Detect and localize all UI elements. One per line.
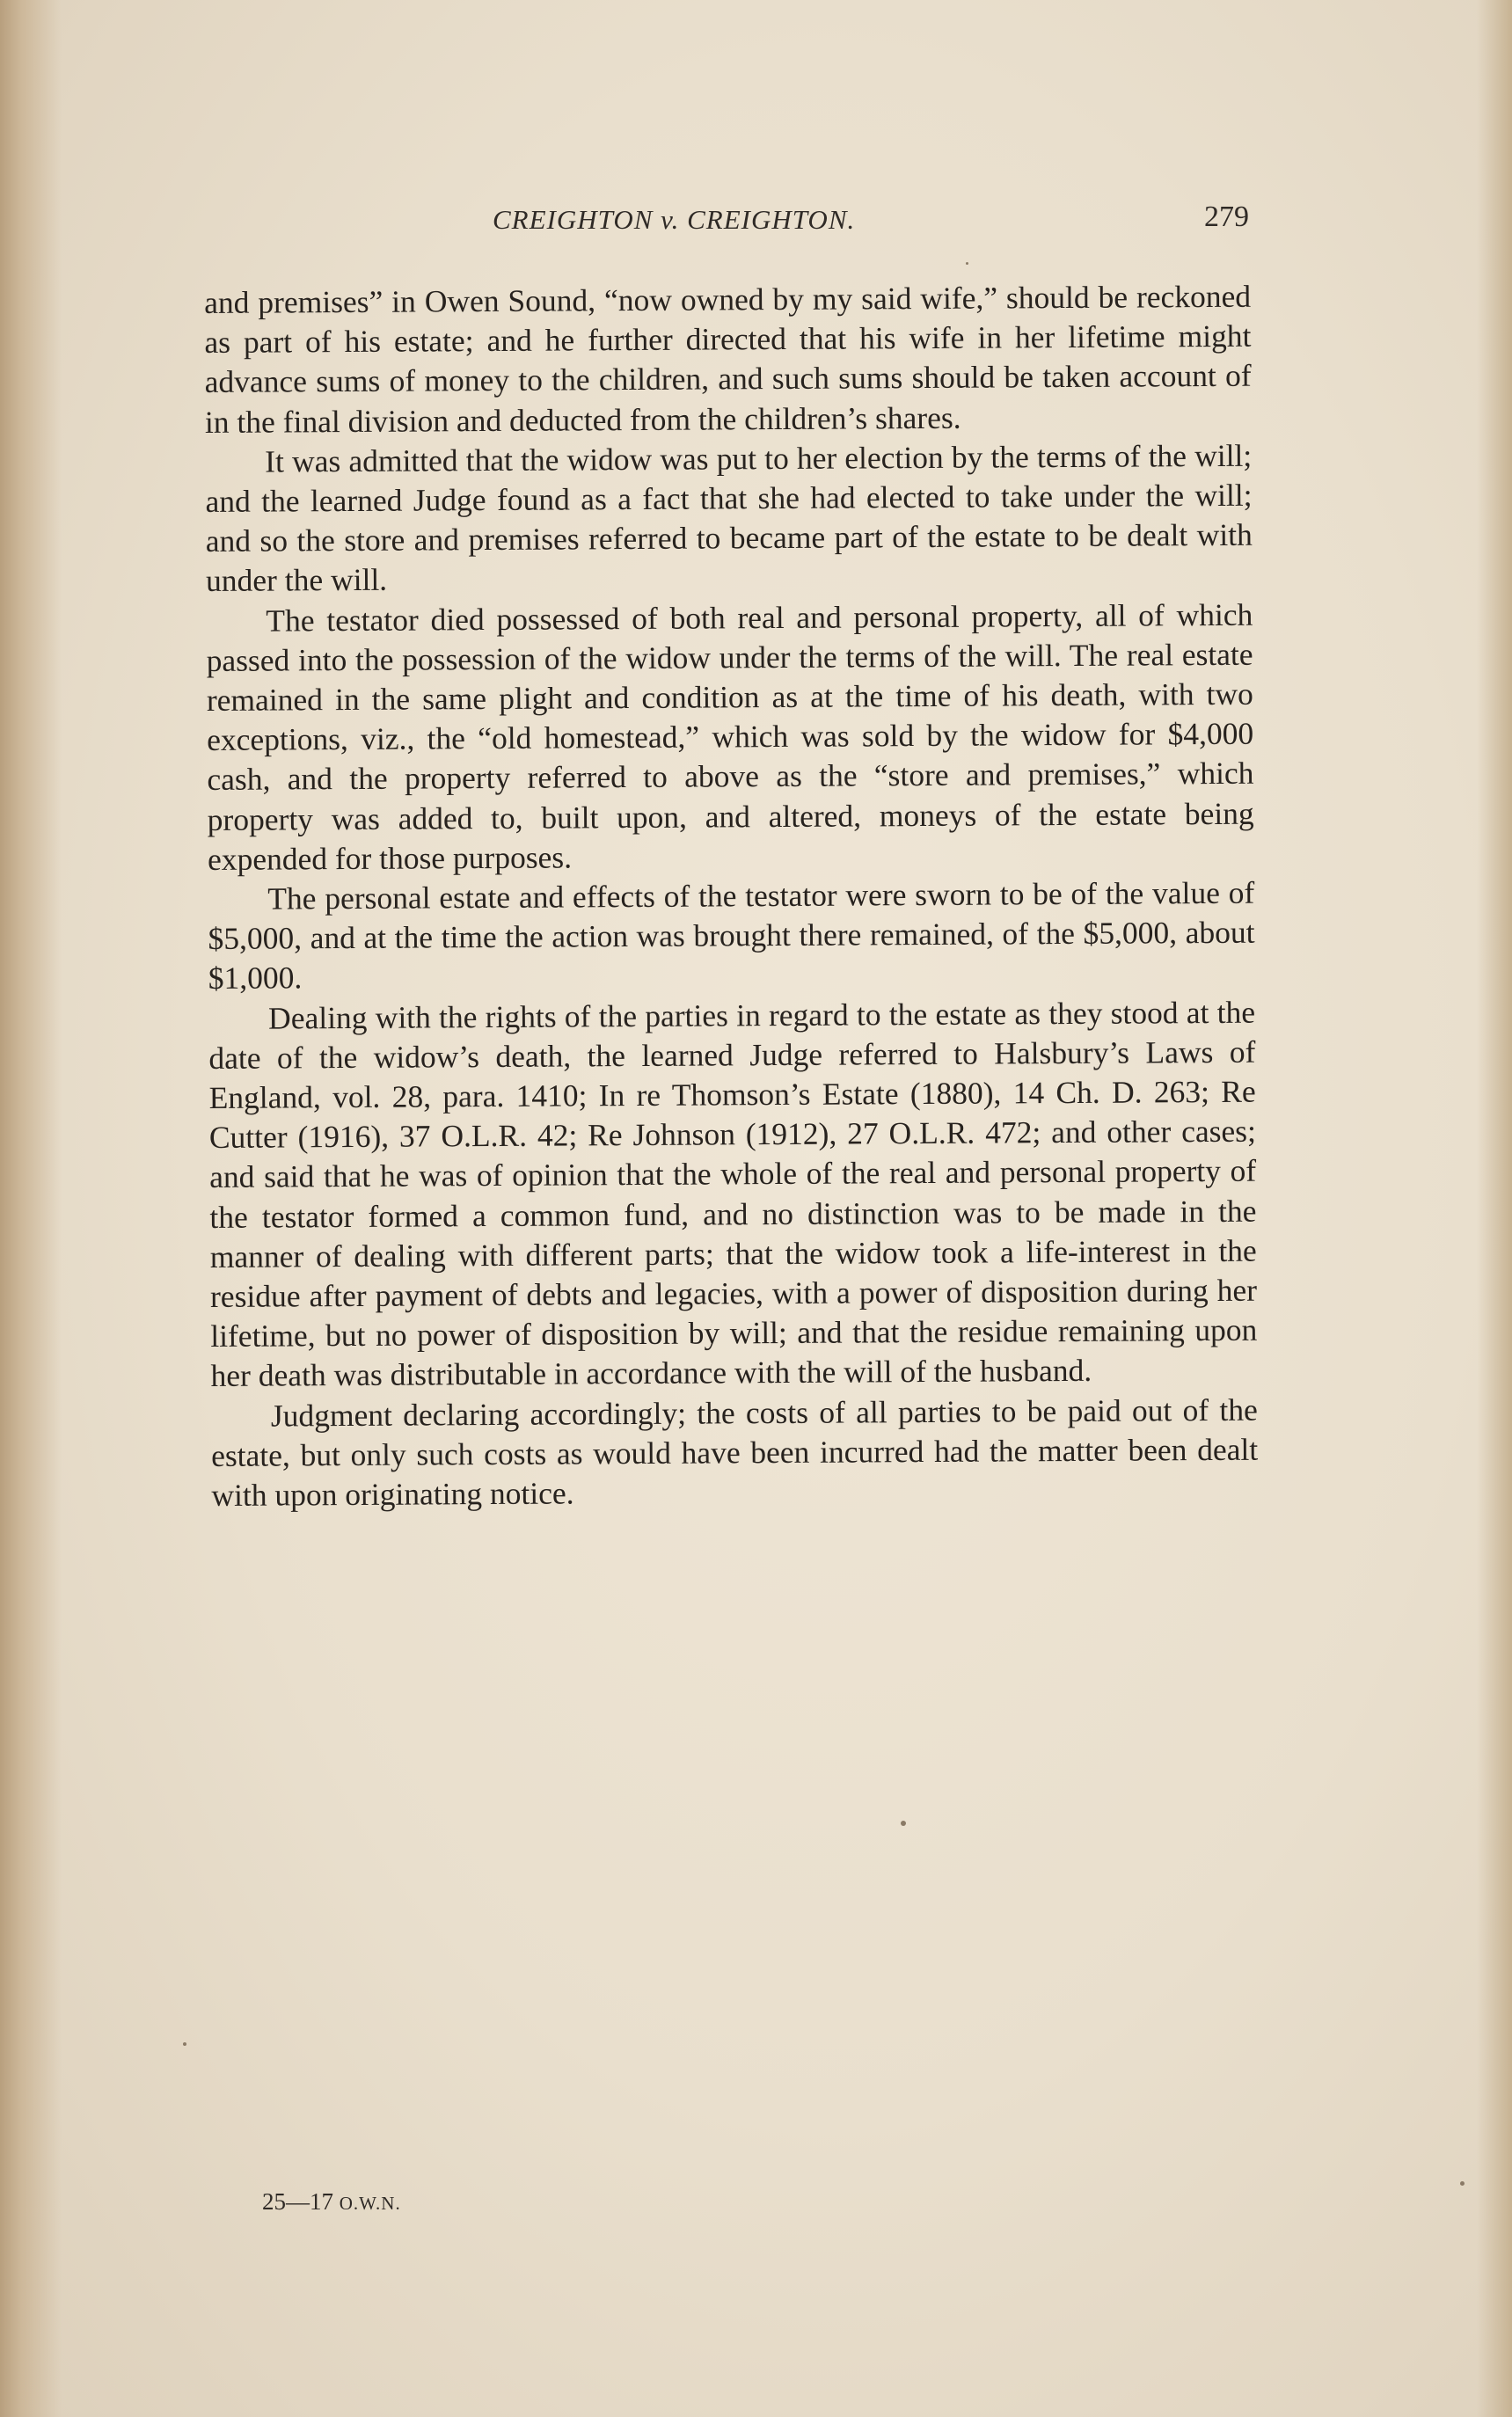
page-edge-shadow xyxy=(1477,0,1512,2417)
paper-speck xyxy=(183,2042,186,2046)
paragraph: and premises” in Owen Sound, “now owned by my said wife,” should be reckoned as part of his estate; and he further directed that his wife in her lifetime might advance sums of money to the children, and such sums should be taken account of in the final division and deducted from the children’s shares. xyxy=(204,278,1252,440)
paper-speck xyxy=(901,1821,906,1826)
spine-shadow xyxy=(0,0,62,2417)
signature-number: 25—17 xyxy=(262,2188,333,2215)
body-text xyxy=(204,277,1259,1516)
signature-mark xyxy=(262,2188,401,2216)
paper-speck xyxy=(966,262,968,265)
paragraph: Dealing with the rights of the parties in regard to the estate as they stood at the date of the widow’s death, the learned Judge referred to Halsbury’s Laws of England, vol. 28, para. 1410; In re Thomson’s Estate (1880), 14 Ch. D. 263; Re Cutter (1916), 37 O.L.R. 42; Re Johnson (1912), 27 O.L.R. 472; and other cases; and said that he was of opinion that the whole of the real and personal property of the testator formed a common fund, and no distinction was to be made in the manner of dealing with different parts; that the widow took a life-interest in the residue after payment of debts and legacies, with a power of disposition during her lifetime, but no power of disposition by will; and that the residue remaining upon her death was distributable in accordance with the will of the husband. xyxy=(208,994,1258,1394)
paragraph: It was admitted that the widow was put to her election by the terms of the will; and the learned Judge found as a fact that she had elected to take under the will; and so the store and premises referred to became part of the estate to be dealt with under the will. xyxy=(205,437,1253,599)
page-number: 279 xyxy=(1204,201,1249,233)
paragraph: Judgment declaring accordingly; the costs of all parties to be paid out of the estate, but only such costs as would have been incurred had the matter been dealt with upon originating notice. xyxy=(211,1391,1259,1514)
paper-speck xyxy=(1460,2181,1465,2186)
signature-abbrev: O.W.N. xyxy=(339,2193,401,2214)
paragraph: The testator died possessed of both real and personal property, all of which passed into the possession of the widow under the terms of the will. The real estate remained in the same plight and condition as at the time of his death, with two exceptions, viz., the “old homestead,” which was sold by the widow for $4,000 cash, and the property referred to above as the “store and premises,” which property was added to, built upon, and altered, moneys of the estate being expended for those purposes. xyxy=(206,596,1254,877)
paragraph: The personal estate and effects of the testator were sworn to be of the value of $5,000, and at the time the action was brought there remained, of the $5,000, about $1,000. xyxy=(208,874,1255,997)
running-title: CREIGHTON v. CREIGHTON. xyxy=(493,204,856,235)
running-head xyxy=(202,201,1249,248)
